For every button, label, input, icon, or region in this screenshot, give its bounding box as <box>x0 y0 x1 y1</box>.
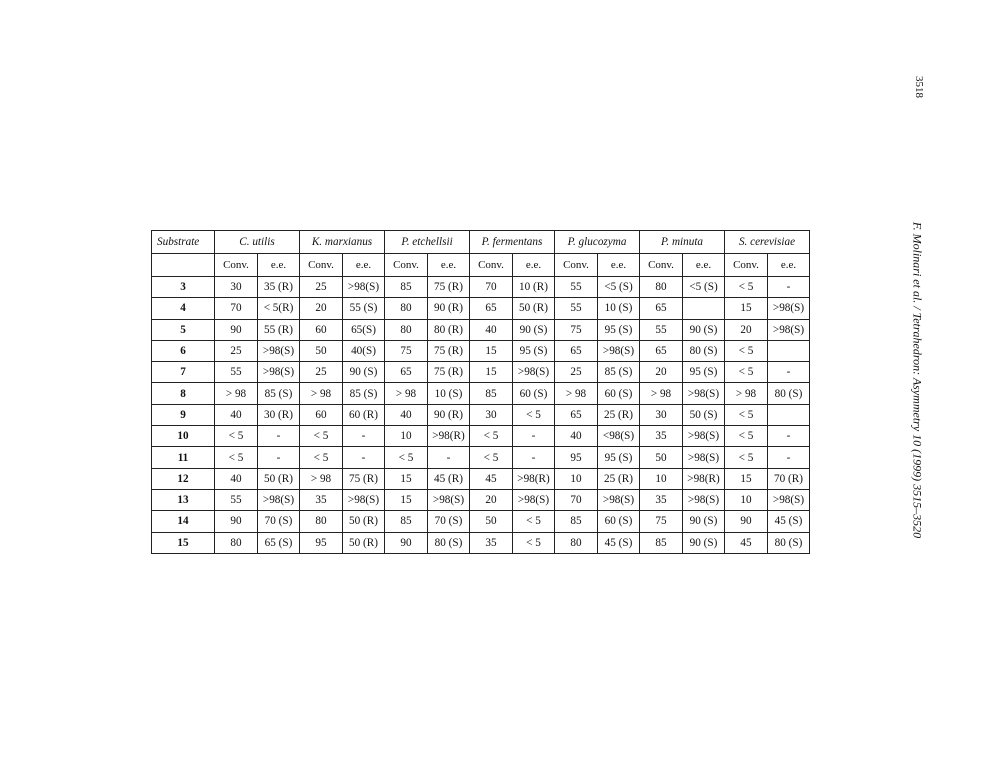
subheader-row <box>152 254 810 277</box>
ee-cell: < 5 <box>513 511 555 532</box>
ee-cell: - <box>343 426 385 447</box>
conv-cell: 35 <box>640 489 683 510</box>
substrate-cell: 15 <box>152 532 215 553</box>
ee-cell: 50 (S) <box>683 404 725 425</box>
conv-cell: 40 <box>555 426 598 447</box>
organism-header: P. fermentans <box>470 231 555 254</box>
conv-cell: 75 <box>555 319 598 340</box>
ee-cell: 90 (S) <box>683 511 725 532</box>
conv-cell: 70 <box>555 489 598 510</box>
ee-cell: < 5 <box>513 404 555 425</box>
substrate-cell: 13 <box>152 489 215 510</box>
conv-cell: > 98 <box>555 383 598 404</box>
conv-cell: 85 <box>555 511 598 532</box>
conv-cell: 50 <box>300 340 343 361</box>
ee-cell: 70 (S) <box>428 511 470 532</box>
ee-cell: >98(S) <box>513 362 555 383</box>
table-row <box>152 277 810 298</box>
conv-cell: < 5 <box>725 447 768 468</box>
conv-cell: 55 <box>215 489 258 510</box>
ee-cell: >98(R) <box>683 468 725 489</box>
conv-cell: 65 <box>555 340 598 361</box>
conv-cell: 10 <box>640 468 683 489</box>
ee-cell: 35 (R) <box>258 277 300 298</box>
conv-cell: > 98 <box>640 383 683 404</box>
conv-cell: 35 <box>300 489 343 510</box>
ee-cell: 50 (R) <box>343 511 385 532</box>
conv-cell: 85 <box>385 511 428 532</box>
conv-cell: 80 <box>215 532 258 553</box>
conv-cell: 85 <box>640 532 683 553</box>
conv-cell: < 5 <box>725 426 768 447</box>
ee-cell: 75 (R) <box>428 277 470 298</box>
ee-cell: >98(S) <box>683 383 725 404</box>
conv-cell: 95 <box>555 447 598 468</box>
ee-cell: >98(S) <box>258 340 300 361</box>
conv-cell: < 5 <box>725 277 768 298</box>
conv-cell: > 98 <box>725 383 768 404</box>
ee-cell: 45 (S) <box>598 532 640 553</box>
conv-cell: < 5 <box>470 426 513 447</box>
substrate-cell: 9 <box>152 404 215 425</box>
ee-cell: 80 (S) <box>768 532 810 553</box>
conv-cell: 65 <box>555 404 598 425</box>
ee-cell: 85 (S) <box>258 383 300 404</box>
ee-cell: 70 (R) <box>768 468 810 489</box>
ee-cell: 75 (R) <box>428 362 470 383</box>
ee-cell: - <box>768 362 810 383</box>
ee-cell: >98(S) <box>768 319 810 340</box>
ee-cell <box>768 404 810 425</box>
ee-cell: >98(S) <box>258 489 300 510</box>
ee-cell: 50 (R) <box>513 298 555 319</box>
ee-cell: 85 (S) <box>343 383 385 404</box>
table-body <box>152 277 810 554</box>
ee-cell: 95 (S) <box>683 362 725 383</box>
ee-cell: 45 (S) <box>768 511 810 532</box>
conv-subheader: Conv. <box>725 254 768 277</box>
conv-cell: < 5 <box>215 426 258 447</box>
ee-cell: >98(S) <box>683 489 725 510</box>
ee-cell: >98(S) <box>598 489 640 510</box>
conv-cell: 20 <box>300 298 343 319</box>
conv-cell: < 5 <box>725 362 768 383</box>
ee-cell: 90 (S) <box>683 319 725 340</box>
ee-cell: < 5 <box>513 532 555 553</box>
ee-subheader: e.e. <box>513 254 555 277</box>
ee-cell: 50 (R) <box>343 532 385 553</box>
table-row <box>152 426 810 447</box>
ee-cell: 40(S) <box>343 340 385 361</box>
conv-cell: 55 <box>555 277 598 298</box>
conv-cell: 40 <box>470 319 513 340</box>
conv-cell: 25 <box>300 362 343 383</box>
ee-cell: 65 (S) <box>258 532 300 553</box>
conv-cell: 80 <box>300 511 343 532</box>
conv-cell: 15 <box>385 468 428 489</box>
conv-cell: < 5 <box>470 447 513 468</box>
conv-cell: 80 <box>555 532 598 553</box>
organism-header-row <box>152 231 810 254</box>
conv-cell: 75 <box>385 340 428 361</box>
ee-cell: 10 (S) <box>598 298 640 319</box>
ee-cell: 95 (S) <box>513 340 555 361</box>
substrate-cell: 3 <box>152 277 215 298</box>
conv-cell: 15 <box>725 468 768 489</box>
conv-cell: 80 <box>385 298 428 319</box>
ee-cell: - <box>343 447 385 468</box>
results-table <box>151 230 810 554</box>
ee-cell: 90 (S) <box>683 532 725 553</box>
conv-cell: < 5 <box>725 340 768 361</box>
conv-cell: > 98 <box>215 383 258 404</box>
conv-cell: 15 <box>725 298 768 319</box>
ee-cell: 75 (R) <box>343 468 385 489</box>
ee-cell: 60 (S) <box>598 383 640 404</box>
conv-cell: 20 <box>470 489 513 510</box>
conv-cell: 55 <box>555 298 598 319</box>
conv-cell: 35 <box>470 532 513 553</box>
ee-cell: >98(S) <box>343 489 385 510</box>
table-row <box>152 468 810 489</box>
ee-cell: >98(R) <box>513 468 555 489</box>
ee-cell: - <box>768 447 810 468</box>
ee-cell: >98(S) <box>768 489 810 510</box>
substrate-cell: 8 <box>152 383 215 404</box>
conv-cell: > 98 <box>300 383 343 404</box>
conv-cell: 15 <box>470 340 513 361</box>
conv-cell: < 5 <box>300 447 343 468</box>
ee-cell: - <box>768 426 810 447</box>
ee-cell: 85 (S) <box>598 362 640 383</box>
ee-subheader: e.e. <box>598 254 640 277</box>
conv-cell: 10 <box>385 426 428 447</box>
conv-cell: 75 <box>640 511 683 532</box>
ee-cell <box>768 340 810 361</box>
ee-cell: >98(R) <box>428 426 470 447</box>
conv-cell: 80 <box>640 277 683 298</box>
running-head-text: F. Molinari et al. / Tetrahedron: Asymmetry 10 (1999) 3515–3520 <box>910 221 925 539</box>
conv-cell: 25 <box>300 277 343 298</box>
conv-cell: 85 <box>385 277 428 298</box>
conv-cell: 95 <box>300 532 343 553</box>
conv-cell: 90 <box>385 532 428 553</box>
ee-cell: < 5(R) <box>258 298 300 319</box>
ee-cell: - <box>513 447 555 468</box>
substrate-cell: 11 <box>152 447 215 468</box>
ee-cell: 10 (S) <box>428 383 470 404</box>
ee-cell: 70 (S) <box>258 511 300 532</box>
ee-cell: >98(S) <box>598 340 640 361</box>
ee-cell: 95 (S) <box>598 319 640 340</box>
conv-cell: 90 <box>215 511 258 532</box>
ee-cell: 25 (R) <box>598 404 640 425</box>
ee-cell: >98(S) <box>428 489 470 510</box>
ee-cell: 80 (S) <box>428 532 470 553</box>
ee-subheader: e.e. <box>428 254 470 277</box>
ee-cell: 60 (S) <box>598 511 640 532</box>
substrate-cell: 12 <box>152 468 215 489</box>
ee-cell: >98(S) <box>343 277 385 298</box>
conv-subheader: Conv. <box>215 254 258 277</box>
conv-cell: 65 <box>640 298 683 319</box>
conv-cell: 90 <box>215 319 258 340</box>
conv-subheader: Conv. <box>555 254 598 277</box>
substrate-cell: 10 <box>152 426 215 447</box>
conv-cell: < 5 <box>385 447 428 468</box>
ee-subheader: e.e. <box>258 254 300 277</box>
substrate-cell: 4 <box>152 298 215 319</box>
ee-cell: - <box>258 426 300 447</box>
organism-header: C. utilis <box>215 231 300 254</box>
substrate-cell: 14 <box>152 511 215 532</box>
ee-cell: - <box>428 447 470 468</box>
ee-cell: <5 (S) <box>598 277 640 298</box>
conv-cell: 90 <box>725 511 768 532</box>
ee-cell: 60 (R) <box>343 404 385 425</box>
ee-cell: 50 (R) <box>258 468 300 489</box>
conv-cell: > 98 <box>385 383 428 404</box>
blank-cell <box>152 254 215 277</box>
ee-cell: 60 (S) <box>513 383 555 404</box>
conv-cell: < 5 <box>300 426 343 447</box>
ee-cell: 80 (S) <box>768 383 810 404</box>
conv-subheader: Conv. <box>385 254 428 277</box>
conv-cell: 45 <box>470 468 513 489</box>
ee-cell: 45 (R) <box>428 468 470 489</box>
table-row <box>152 319 810 340</box>
conv-cell: 35 <box>640 426 683 447</box>
conv-cell: 85 <box>470 383 513 404</box>
conv-subheader: Conv. <box>470 254 513 277</box>
conv-cell: 50 <box>470 511 513 532</box>
table-row <box>152 447 810 468</box>
conv-cell: 25 <box>215 340 258 361</box>
conv-cell: 30 <box>640 404 683 425</box>
conv-cell: < 5 <box>725 404 768 425</box>
organism-header: P. etchellsii <box>385 231 470 254</box>
ee-cell: 25 (R) <box>598 468 640 489</box>
ee-cell: - <box>258 447 300 468</box>
conv-cell: 65 <box>385 362 428 383</box>
ee-cell: 90 (S) <box>513 319 555 340</box>
ee-cell: >98(S) <box>683 447 725 468</box>
organism-header: P. glucozyma <box>555 231 640 254</box>
ee-cell: 90 (R) <box>428 298 470 319</box>
table-row <box>152 404 810 425</box>
ee-cell: >98(S) <box>768 298 810 319</box>
conv-cell: 70 <box>470 277 513 298</box>
conv-cell: 40 <box>385 404 428 425</box>
conv-cell: 50 <box>640 447 683 468</box>
substrate-cell: 7 <box>152 362 215 383</box>
ee-cell <box>683 298 725 319</box>
ee-cell: - <box>768 277 810 298</box>
conv-cell: 55 <box>215 362 258 383</box>
ee-cell: 55 (S) <box>343 298 385 319</box>
conv-cell: 65 <box>470 298 513 319</box>
ee-cell: - <box>513 426 555 447</box>
ee-cell: 90 (R) <box>428 404 470 425</box>
conv-cell: 30 <box>470 404 513 425</box>
ee-cell: >98(S) <box>258 362 300 383</box>
table-row <box>152 489 810 510</box>
conv-cell: 10 <box>555 468 598 489</box>
conv-cell: 20 <box>640 362 683 383</box>
table-row <box>152 298 810 319</box>
ee-cell: <98(S) <box>598 426 640 447</box>
ee-subheader: e.e. <box>768 254 810 277</box>
ee-cell: 90 (S) <box>343 362 385 383</box>
conv-cell: 70 <box>215 298 258 319</box>
conv-cell: 25 <box>555 362 598 383</box>
organism-header: K. marxianus <box>300 231 385 254</box>
table-row <box>152 532 810 553</box>
conv-cell: 30 <box>215 277 258 298</box>
ee-cell: 30 (R) <box>258 404 300 425</box>
ee-cell: 95 (S) <box>598 447 640 468</box>
substrate-cell: 6 <box>152 340 215 361</box>
conv-cell: 80 <box>385 319 428 340</box>
conv-cell: 60 <box>300 404 343 425</box>
ee-cell: 75 (R) <box>428 340 470 361</box>
table-row <box>152 340 810 361</box>
ee-cell: 80 (S) <box>683 340 725 361</box>
conv-cell: 40 <box>215 468 258 489</box>
ee-cell: 55 (R) <box>258 319 300 340</box>
conv-cell: 15 <box>385 489 428 510</box>
conv-cell: < 5 <box>215 447 258 468</box>
conv-cell: 40 <box>215 404 258 425</box>
conv-cell: 10 <box>725 489 768 510</box>
ee-subheader: e.e. <box>683 254 725 277</box>
conv-subheader: Conv. <box>640 254 683 277</box>
page-number: 3518 <box>913 76 925 98</box>
conv-cell: 15 <box>470 362 513 383</box>
substrate-header: Substrate <box>152 231 215 254</box>
ee-subheader: e.e. <box>343 254 385 277</box>
ee-cell: <5 (S) <box>683 277 725 298</box>
ee-cell: >98(S) <box>513 489 555 510</box>
conv-cell: 20 <box>725 319 768 340</box>
table-row <box>152 511 810 532</box>
conv-cell: 45 <box>725 532 768 553</box>
organism-header: S. cerevisiae <box>725 231 810 254</box>
conv-cell: 65 <box>640 340 683 361</box>
ee-cell: 65(S) <box>343 319 385 340</box>
conv-cell: 55 <box>640 319 683 340</box>
ee-cell: 10 (R) <box>513 277 555 298</box>
conv-cell: > 98 <box>300 468 343 489</box>
ee-cell: 80 (R) <box>428 319 470 340</box>
conv-subheader: Conv. <box>300 254 343 277</box>
conv-cell: 60 <box>300 319 343 340</box>
organism-header: P. minuta <box>640 231 725 254</box>
table-row <box>152 362 810 383</box>
table-row <box>152 383 810 404</box>
ee-cell: >98(S) <box>683 426 725 447</box>
substrate-cell: 5 <box>152 319 215 340</box>
